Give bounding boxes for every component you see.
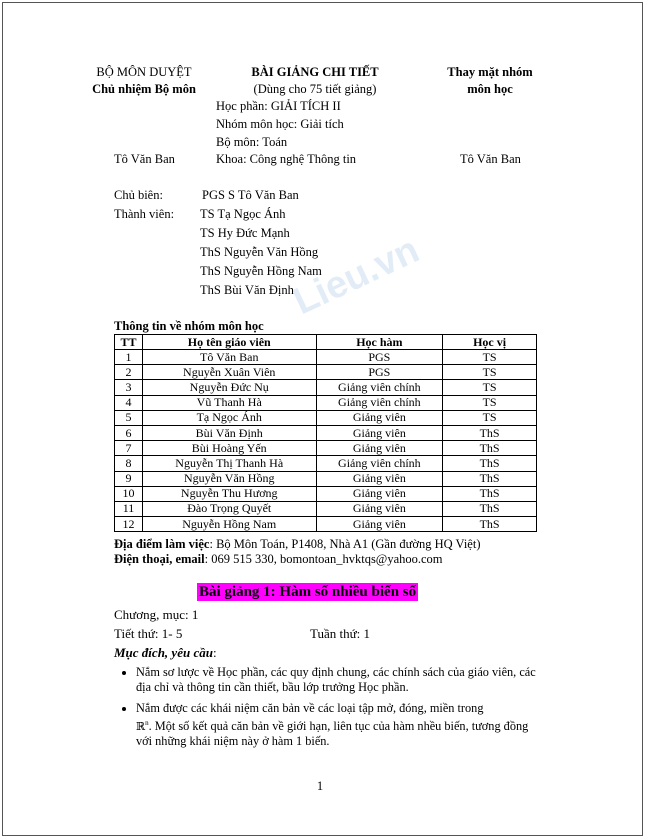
- table-cell: 11: [115, 501, 143, 516]
- goal2-text-a: Nắm được các khái niệm căn bản về các loại tập mở, đóng, miền trong: [136, 701, 484, 715]
- table-cell: 5: [115, 410, 143, 425]
- table-cell: Nguyễn Thị Thanh Hà: [142, 456, 316, 471]
- table-cell: ThS: [443, 517, 537, 532]
- watermark: Lieu.vn: [287, 228, 426, 324]
- column-header: Họ tên giáo viên: [142, 335, 316, 350]
- table-cell: 6: [115, 425, 143, 440]
- table-header-row: [115, 335, 537, 350]
- goals-label: Mục đích, yêu cầu: [114, 645, 213, 660]
- work-address-label: Địa điểm làm việc: [114, 537, 210, 551]
- staff-table: [114, 334, 537, 532]
- phone-email-label: Điện thoại, email: [114, 552, 205, 566]
- list-item: • Nắm sơ lược về Học phần, các quy định chung, các chính sách của giáo viên, các địa chỉ và thông tin cần thiết, bầu lớp trưởng Học phần.: [136, 665, 546, 695]
- table-cell: 9: [115, 471, 143, 486]
- course-department: Bộ môn: Toán: [216, 135, 288, 149]
- table-cell: PGS: [316, 350, 443, 365]
- lecture-title: Bài giảng 1: Hàm số nhiều biến số: [199, 584, 417, 600]
- table-cell: 1: [115, 350, 143, 365]
- contact-phone-email: [114, 552, 443, 567]
- table-cell: Giảng viên chính: [316, 395, 443, 410]
- table-cell: Nguyễn Hồng Nam: [142, 517, 316, 532]
- real-space-symbol: ℝ: [136, 720, 146, 734]
- table-cell: ThS: [443, 501, 537, 516]
- signature-right: Tô Văn Ban: [460, 152, 521, 166]
- real-space-exponent: n: [145, 719, 149, 727]
- table-cell: ThS: [443, 441, 537, 456]
- table-cell: Nguyễn Thu Hương: [142, 486, 316, 501]
- table-row: [115, 365, 537, 380]
- table-cell: 2: [115, 365, 143, 380]
- page-number: 1: [316, 779, 324, 793]
- goals-list: [118, 665, 546, 755]
- course-subject: Học phần: GIẢI TÍCH II: [216, 99, 341, 113]
- table-row: [115, 395, 537, 410]
- goals-colon: :: [212, 645, 217, 660]
- table-cell: TS: [443, 350, 537, 365]
- table-cell: ThS: [443, 456, 537, 471]
- document-subtitle: (Dùng cho 75 tiết giảng): [253, 82, 377, 96]
- list-item: [136, 701, 546, 749]
- column-header: Học vị: [443, 335, 537, 350]
- table-cell: 4: [115, 395, 143, 410]
- group-representative-label-2: môn học: [467, 82, 513, 96]
- table-cell: Giảng viên: [316, 517, 443, 532]
- approval-label: BỘ MÔN DUYỆT: [96, 65, 192, 79]
- table-row: [115, 441, 537, 456]
- staff-table-title: Thông tin về nhóm môn học: [114, 319, 264, 333]
- table-cell: 12: [115, 517, 143, 532]
- table-row: [115, 517, 537, 532]
- work-address-value: : Bộ Môn Toán, P1408, Nhà A1 (Gần đường HQ Việt): [209, 537, 481, 551]
- lecture-chapter: Chương, mục: 1: [114, 607, 199, 622]
- table-cell: TS: [443, 380, 537, 395]
- table-cell: ThS: [443, 425, 537, 440]
- table-cell: Bùi Văn Định: [142, 425, 316, 440]
- column-header: Học hàm: [316, 335, 443, 350]
- table-cell: Tô Văn Ban: [142, 350, 316, 365]
- group-representative-label: Thay mặt nhóm: [447, 65, 533, 79]
- table-row: [115, 350, 537, 365]
- table-cell: Giảng viên: [316, 441, 443, 456]
- lecture-periods: Tiết thứ: 1- 5: [114, 626, 183, 641]
- document-title: BÀI GIẢNG CHI TIẾT: [251, 65, 379, 79]
- table-row: [115, 486, 537, 501]
- table-cell: Nguyễn Đức Nụ: [142, 380, 316, 395]
- table-cell: Giảng viên: [316, 486, 443, 501]
- phone-email-value: : 069 515 330, bomontoan_hvktqs@yahoo.com: [204, 552, 443, 566]
- editor-label: Chủ biên:: [114, 188, 163, 202]
- table-row: [115, 380, 537, 395]
- table-cell: 7: [115, 441, 143, 456]
- table-cell: 10: [115, 486, 143, 501]
- member-name: ThS Bùi Văn Định: [200, 283, 294, 297]
- table-cell: PGS: [316, 365, 443, 380]
- table-row: [115, 501, 537, 516]
- table-cell: Nguyễn Xuân Viên: [142, 365, 316, 380]
- work-address: [114, 537, 480, 552]
- members-label: Thành viên:: [114, 207, 175, 221]
- table-cell: Giảng viên: [316, 425, 443, 440]
- member-name: TS Tạ Ngọc Ánh: [200, 207, 286, 221]
- table-row: [115, 456, 537, 471]
- table-cell: Giảng viên chính: [316, 380, 443, 395]
- table-row: [115, 471, 537, 486]
- department-head-label: Chủ nhiệm Bộ môn: [92, 82, 196, 96]
- table-cell: Vũ Thanh Hà: [142, 395, 316, 410]
- table-cell: Tạ Ngọc Ánh: [142, 410, 316, 425]
- table-cell: Giảng viên: [316, 410, 443, 425]
- course-group: Nhóm môn học: Giải tích: [216, 117, 344, 131]
- member-name: TS Hy Đức Mạnh: [200, 226, 290, 240]
- table-cell: Giảng viên chính: [316, 456, 443, 471]
- table-cell: ThS: [443, 486, 537, 501]
- goal2-text-b: . Một số kết quả căn bản về giới hạn, liên tục của hàm nhều biến, tương đồng với những khái niệm này ở hàm 1 biến.: [136, 719, 529, 749]
- member-name: ThS Nguyễn Văn Hồng: [200, 245, 319, 259]
- column-header: TT: [115, 335, 143, 350]
- table-cell: ThS: [443, 471, 537, 486]
- table-cell: Giảng viên: [316, 501, 443, 516]
- member-name: ThS Nguyễn Hồng Nam: [200, 264, 322, 278]
- table-cell: Giảng viên: [316, 471, 443, 486]
- table-cell: TS: [443, 365, 537, 380]
- table-cell: TS: [443, 410, 537, 425]
- table-row: [115, 425, 537, 440]
- table-cell: Nguyễn Văn Hồng: [142, 471, 316, 486]
- table-cell: Đào Trọng Quyết: [142, 501, 316, 516]
- editor-name: PGS S Tô Văn Ban: [202, 188, 299, 202]
- table-cell: 8: [115, 456, 143, 471]
- course-faculty: Khoa: Công nghệ Thông tin: [216, 152, 357, 166]
- table-cell: Bùi Hoàng Yến: [142, 441, 316, 456]
- staff-table-body: [115, 350, 537, 532]
- table-cell: 3: [115, 380, 143, 395]
- table-row: [115, 410, 537, 425]
- signature-left: Tô Văn Ban: [114, 152, 175, 166]
- table-cell: TS: [443, 395, 537, 410]
- goals-heading: [114, 645, 217, 660]
- lecture-week: Tuần thứ: 1: [310, 626, 371, 641]
